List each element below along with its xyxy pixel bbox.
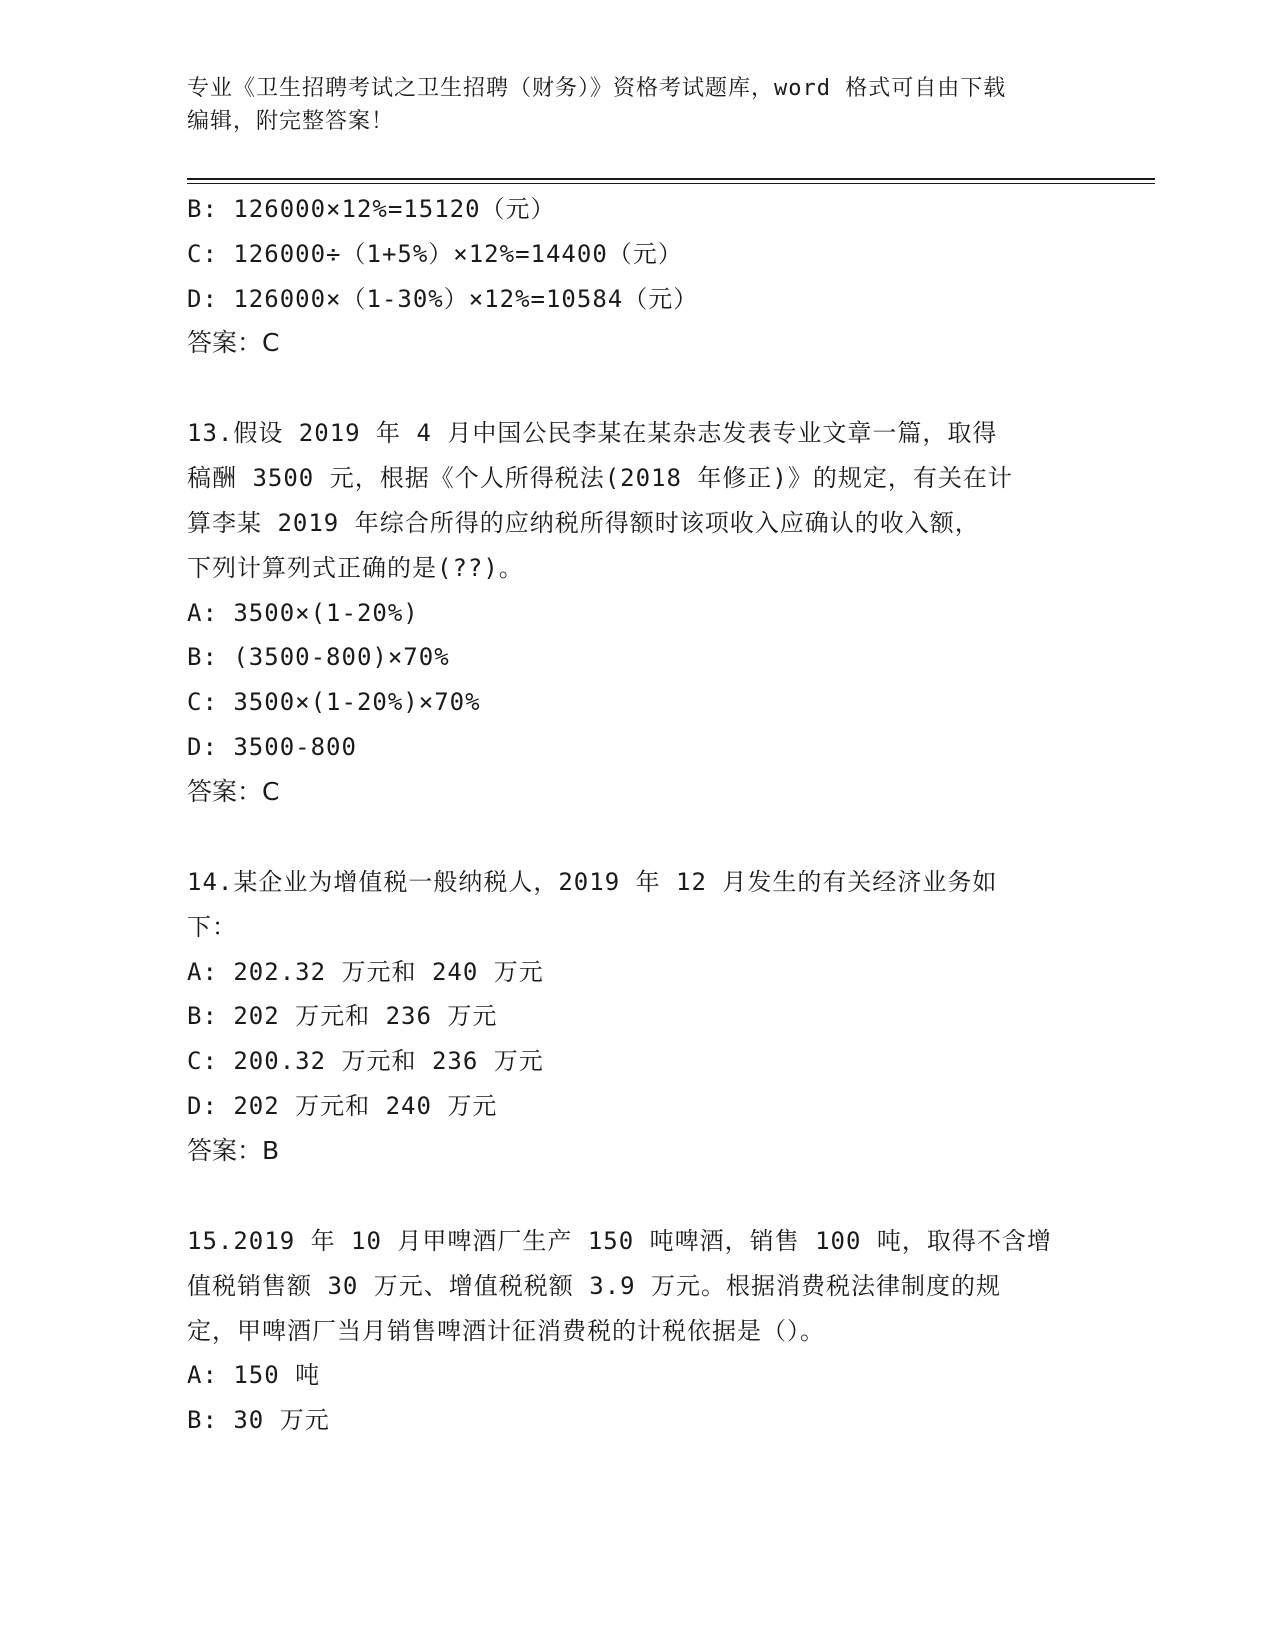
q13-option-b: B: (3500-800)×70%	[187, 643, 450, 671]
q13-answer: 答案：C	[187, 777, 280, 806]
q12-option-b: B: 126000×12%=15120（元）	[187, 195, 556, 223]
q14-stem-line-1: 14.某企业为增值税一般纳税人，2019 年 12 月发生的有关经济业务如	[187, 868, 998, 896]
q14-option-a: A: 202.32 万元和 240 万元	[187, 958, 544, 986]
q15-stem-line-3: 定，甲啤酒厂当月销售啤酒计征消费税的计税依据是（）。	[187, 1317, 825, 1345]
q14-stem-line-2: 下：	[187, 913, 237, 941]
q14-option-d: D: 202 万元和 240 万元	[187, 1092, 498, 1120]
q14-option-c: C: 200.32 万元和 236 万元	[187, 1047, 544, 1075]
q13-stem-line-1: 13.假设 2019 年 4 月中国公民李某在某杂志发表专业文章一篇，取得	[187, 419, 998, 447]
q13-stem-line-3: 算李某 2019 年综合所得的应纳税所得额时该项收入应确认的收入额，	[187, 509, 980, 537]
q14-answer: 答案：B	[187, 1136, 280, 1165]
q13-option-d: D: 3500-800	[187, 733, 357, 761]
q13-option-a: A: 3500×(1-20%)	[187, 599, 419, 627]
q12-option-c: C: 126000÷（1+5%）×12%=14400（元）	[187, 240, 683, 268]
q12-answer: 答案：C	[187, 328, 280, 357]
q15-stem-line-2: 值税销售额 30 万元、增值税税额 3.9 万元。根据消费税法律制度的规	[187, 1272, 1002, 1300]
q12-option-d: D: 126000×（1-30%）×12%=10584（元）	[187, 285, 699, 313]
q14-option-b: B: 202 万元和 236 万元	[187, 1002, 498, 1030]
header-divider-thick	[187, 178, 1155, 180]
header-divider-thin	[187, 183, 1155, 184]
q13-option-c: C: 3500×(1-20%)×70%	[187, 688, 481, 716]
q15-option-a: A: 150 吨	[187, 1361, 321, 1389]
q13-stem-line-2: 稿酬 3500 元，根据《个人所得税法(2018 年修正)》的规定，有关在计	[187, 464, 1013, 492]
document-header	[187, 72, 1067, 138]
header-line-1: 专业《卫生招聘考试之卫生招聘（财务）》资格考试题库，word 格式可自由下载	[187, 76, 1007, 101]
q13-stem-line-4: 下列计算列式正确的是(??)。	[187, 554, 524, 582]
header-line-2: 编辑，附完整答案！	[187, 109, 395, 134]
q15-option-b: B: 30 万元	[187, 1406, 330, 1434]
q15-stem-line-1: 15.2019 年 10 月甲啤酒厂生产 150 吨啤酒，销售 100 吨，取得不含增	[187, 1227, 1052, 1255]
